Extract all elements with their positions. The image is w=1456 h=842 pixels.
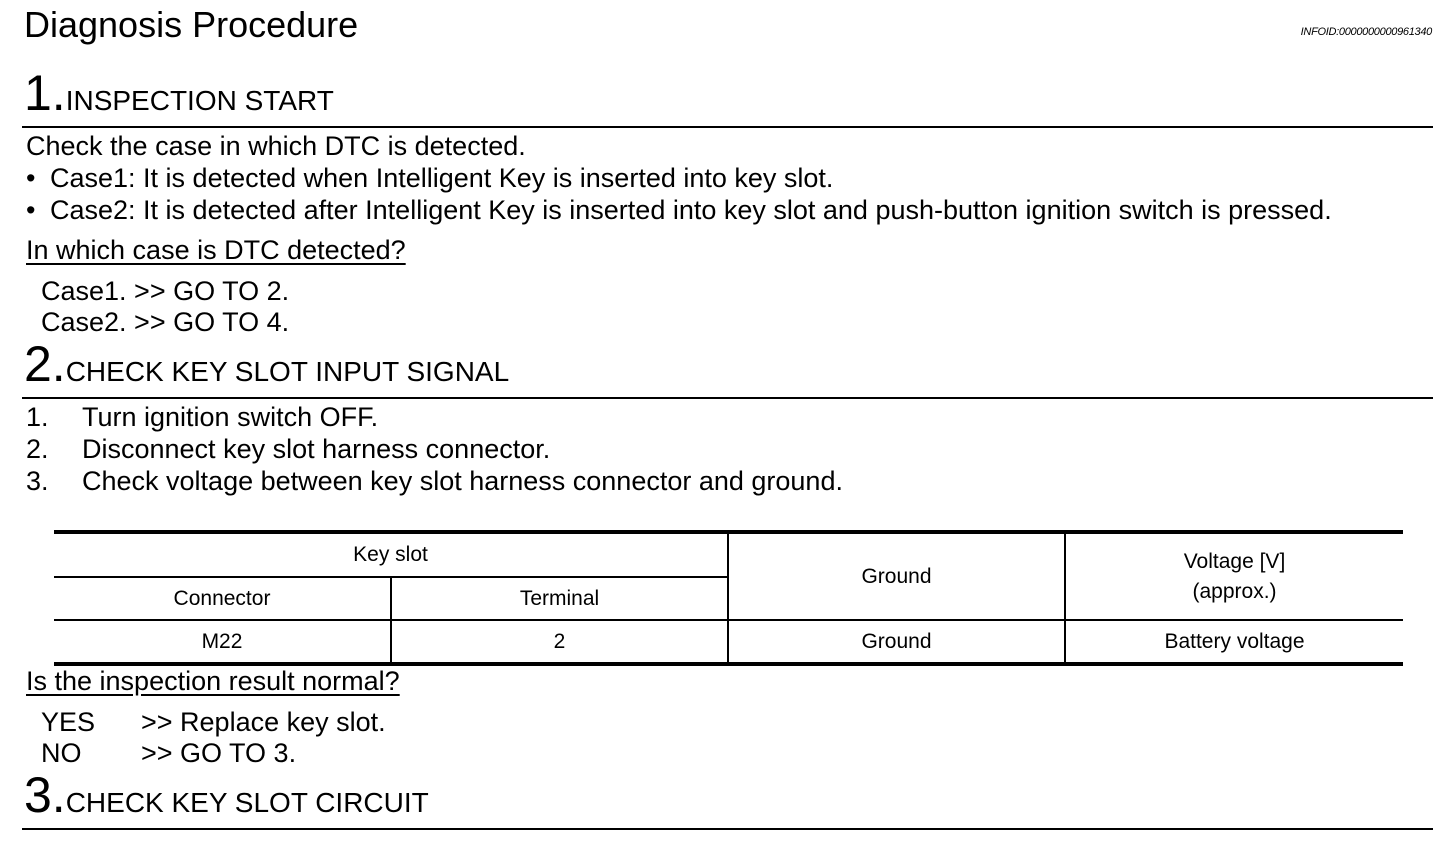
step-title: CHECK KEY SLOT INPUT SIGNAL xyxy=(65,356,510,387)
bullet-text: Case2: It is detected after Intelligent Key is inserted into key slot and push-button ignition switch is pressed. xyxy=(50,195,1332,225)
header-ground: Ground xyxy=(728,532,1065,620)
step-title: INSPECTION START xyxy=(65,85,334,116)
info-id: INFOID:0000000000961340 xyxy=(1300,26,1432,38)
bullet-text: Case1: It is detected when Intelligent Key is inserted into key slot. xyxy=(50,163,834,193)
step-1-intro: Check the case in which DTC is detected. xyxy=(26,131,526,161)
cell-ground: Ground xyxy=(728,620,1065,664)
page-title: Diagnosis Procedure xyxy=(24,4,359,45)
answer-label: NO xyxy=(41,738,82,768)
procedure-step-text: Check voltage between key slot harness connector and ground. xyxy=(82,466,843,496)
header-voltage xyxy=(1065,532,1403,620)
header-voltage-approx: (approx.) xyxy=(1192,579,1277,603)
procedure-step-number: 1. xyxy=(26,402,49,432)
cell-connector: M22 xyxy=(54,620,391,664)
procedure-step xyxy=(26,434,550,465)
step-1-heading xyxy=(24,65,334,121)
bullet-item xyxy=(26,163,833,194)
section-divider xyxy=(22,126,1433,128)
procedure-step-number: 2. xyxy=(26,434,49,464)
answer-yes xyxy=(41,707,386,738)
step-2-heading xyxy=(24,336,510,392)
step-number: 2. xyxy=(24,336,66,392)
table-header-row xyxy=(54,532,1403,577)
step-2-question: Is the inspection result normal? xyxy=(26,666,400,696)
section-divider xyxy=(22,828,1433,830)
bullet-marker: • xyxy=(26,195,36,225)
answer-text: >> Replace key slot. xyxy=(141,707,386,737)
bullet-marker: • xyxy=(26,163,36,193)
answer-case2: Case2. >> GO TO 4. xyxy=(41,307,290,337)
step-1-question: In which case is DTC detected? xyxy=(26,235,406,265)
answer-text: >> GO TO 3. xyxy=(141,738,297,768)
table-row xyxy=(54,620,1403,664)
step-title: CHECK KEY SLOT CIRCUIT xyxy=(65,787,429,818)
answer-case1: Case1. >> GO TO 2. xyxy=(41,276,290,306)
header-connector: Connector xyxy=(173,586,271,610)
header-key-slot: Key slot xyxy=(54,532,728,577)
voltage-spec-table xyxy=(54,530,1403,666)
step-number: 3. xyxy=(24,767,66,823)
header-voltage-unit: Voltage [V] xyxy=(1183,549,1286,573)
step-3-heading xyxy=(24,767,429,823)
section-divider xyxy=(22,397,1433,399)
cell-voltage: Battery voltage xyxy=(1065,620,1403,664)
procedure-step-text: Turn ignition switch OFF. xyxy=(82,402,379,432)
cell-terminal: 2 xyxy=(391,620,728,664)
step-number: 1. xyxy=(24,65,66,121)
header-terminal: Terminal xyxy=(391,577,728,620)
procedure-step xyxy=(26,402,378,433)
procedure-step-text: Disconnect key slot harness connector. xyxy=(82,434,551,464)
answer-label: YES xyxy=(41,707,96,737)
procedure-step-number: 3. xyxy=(26,466,49,496)
answer-no xyxy=(41,738,296,769)
procedure-step xyxy=(26,466,843,497)
bullet-item xyxy=(26,195,1332,226)
